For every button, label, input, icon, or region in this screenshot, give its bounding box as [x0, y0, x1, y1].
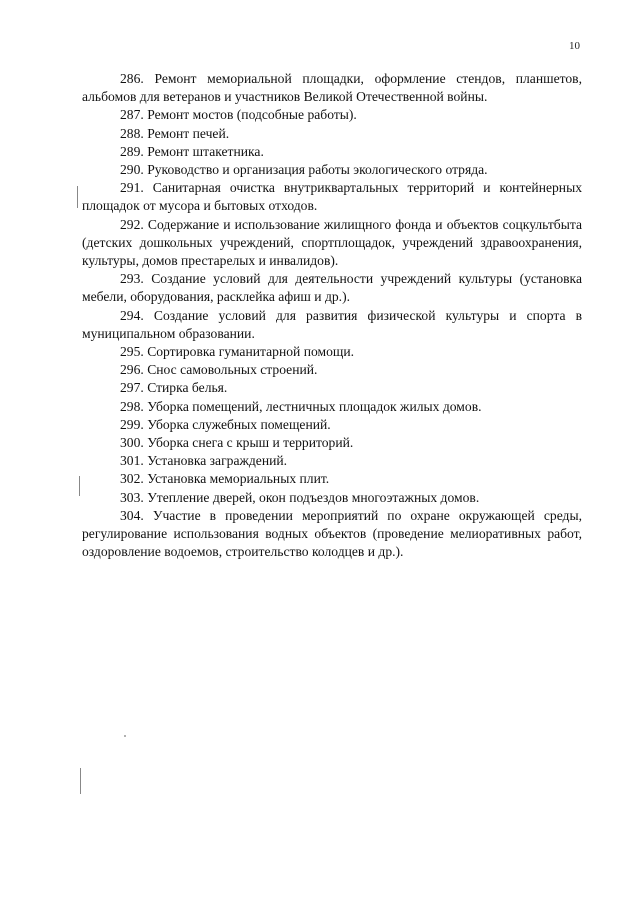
list-item: 303. Утепление дверей, окон подъездов многоэтажных домов.: [120, 489, 480, 505]
list-item: 299. Уборка служебных помещений.: [120, 416, 331, 432]
list-item: 287. Ремонт мостов (подсобные работы).: [120, 107, 357, 123]
list-item: 295. Сортировка гуманитарной помощи.: [120, 344, 355, 360]
document-body: [82, 70, 582, 561]
scan-mark: [79, 476, 80, 496]
scan-mark: [77, 186, 78, 208]
scan-dot: [124, 735, 126, 737]
list-item: 301. Установка заграждений.: [120, 453, 288, 469]
page-number: 10: [569, 40, 580, 52]
list-item: 288. Ремонт печей.: [120, 125, 230, 141]
list-item: 294. Создание условий для развития физической культуры и спорта в муниципальном образовании.: [82, 307, 582, 341]
list-item: 302. Установка мемориальных плит.: [120, 471, 330, 487]
list-item: 304. Участие в проведении мероприятий по охране окружающей среды, регулирование использования водных объектов (проведение мелиоративных работ, оздоровление водоемов, строительство колодцев и др.).: [82, 507, 582, 560]
list-item: 297. Стирка белья.: [120, 380, 228, 396]
list-item: 286. Ремонт мемориальной площадки, оформление стендов, планшетов, альбомов для ветеранов и участников Великой Отечественной войны.: [82, 71, 582, 105]
list-item: 290. Руководство и организация работы экологического отряда.: [120, 162, 488, 178]
list-item: 292. Содержание и использование жилищного фонда и объектов соцкультбыта (детских дошкольных учреждений, спортплощадок, учреждений здравоохранения, культуры, домов престарелых и инвалидов).: [82, 216, 582, 269]
list-item: 293. Создание условий для деятельности учреждений культуры (установка мебели, оборудования, расклейка афиш и др.).: [82, 271, 582, 305]
list-item: 296. Снос самовольных строений.: [120, 362, 318, 378]
scan-mark: [80, 768, 81, 794]
list-item: 298. Уборка помещений, лестничных площадок жилых домов.: [120, 398, 482, 414]
list-item: 300. Уборка снега с крыш и территорий.: [120, 435, 354, 451]
list-item: 289. Ремонт штакетника.: [120, 143, 264, 159]
list-item: 291. Санитарная очистка внутриквартальных территорий и контейнерных площадок от мусора и бытовых отходов.: [82, 180, 582, 214]
